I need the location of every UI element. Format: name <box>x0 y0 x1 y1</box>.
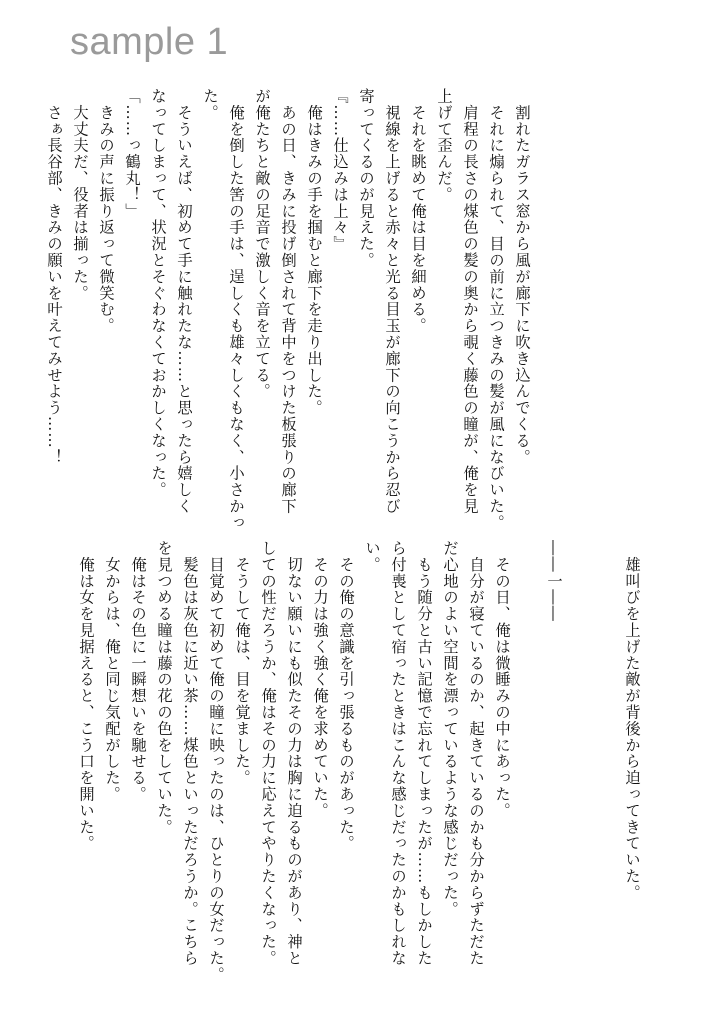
text-line: 「……っ鶴丸！」 <box>123 88 141 220</box>
text-line: 髪色は灰色に近い茶……煤色といっただろうか。こちら <box>181 540 199 967</box>
text-line: 俺はきみの手を掴むと廊下を走り出した。 <box>305 88 323 416</box>
text-line: 大丈夫だ、役者は揃った。 <box>71 88 89 302</box>
sample-label: sample 1 <box>70 21 229 63</box>
text-line: それに煽られて、目の前に立つきみの髪が風になびいた。 <box>487 88 505 531</box>
text-line: 雄叫びを上げた敵が背後から迫ってきていた。 <box>623 540 641 901</box>
text-line: もう随分と古い記憶で忘れてしまったが……もしかした <box>415 540 433 967</box>
text-line: 俺はその色に一瞬想いを馳せる。 <box>129 540 147 803</box>
chapter-heading: ――一―― <box>545 540 563 622</box>
blank-line <box>593 540 619 940</box>
blank-line <box>515 540 541 940</box>
text-line: なってしまって、状況とそぐわなくておかしくなった。 <box>149 88 167 498</box>
blank-line <box>567 540 593 940</box>
text-line: さぁ長谷部、きみの願いを叶えてみせよう……！ <box>45 88 63 466</box>
text-line: を見つめる瞳は藤の花の色をしていた。 <box>155 540 173 836</box>
text-line: 女からは、俺と同じ気配がした。 <box>103 540 121 803</box>
text-line: 割れたガラス窓から風が廊下に吹き込んでくる。 <box>513 88 531 466</box>
text-line: 俺は女を見据えると、こう口を開いた。 <box>77 540 95 852</box>
text-line: きみの声に振り返って微笑む。 <box>97 88 115 334</box>
text-line: だ心地のよい空間を漂っているような感じだった。 <box>441 540 459 918</box>
text-line: しての性だろうか、俺はその力に応えてやりたくなった。 <box>259 540 277 967</box>
text-line: 寄ってくるのが見えた。 <box>357 88 375 269</box>
text-line: 俺を倒した筈の手は、逞しくも雄々しくもなく、小さかっ <box>227 88 245 531</box>
text-line: い。 <box>363 540 381 573</box>
text-line: そうして俺は、目を覚ました。 <box>233 540 251 786</box>
text-line: た。 <box>201 88 219 121</box>
text-line: 肩程の長さの煤色の髪の奥から覗く藤色の瞳が、俺を見 <box>461 88 479 515</box>
text-line: 切ない願いにも似たその力は胸に迫るものがあり、神と <box>285 540 303 967</box>
text-line: 上げて歪んだ。 <box>435 88 453 203</box>
text-line: が俺たちと敵の足音で激しく音を立てる。 <box>253 88 271 400</box>
text-line: そういえば、初めて手に触れたな……と思ったら嬉しく <box>175 88 193 515</box>
top-text-block <box>45 88 535 531</box>
text-line: その力は強く強く俺を求めていた。 <box>311 540 329 819</box>
text-line: 『……仕込みは上々』 <box>331 88 349 252</box>
text-line: 視線を上げると赤々と光る目玉が廊下の向こうから忍び <box>383 88 401 515</box>
text-line: あの日、きみに投げ倒されて背中をつけた板張りの廊下 <box>279 88 297 515</box>
text-line: ら付喪として宿ったときはこんな感じだったのかもしれな <box>389 540 407 967</box>
text-line: 目覚めて初めて俺の瞳に映ったのは、ひとりの女だった。 <box>207 540 225 983</box>
text-line: それを眺めて俺は目を細める。 <box>409 88 427 334</box>
bottom-text-block <box>77 540 645 983</box>
text-line: 自分が寝ているのか、起きているのかも分からずただた <box>467 540 485 967</box>
text-line: その俺の意識を引っ張るものがあった。 <box>337 540 355 852</box>
text-line: その日、俺は微睡みの中にあった。 <box>493 540 511 819</box>
